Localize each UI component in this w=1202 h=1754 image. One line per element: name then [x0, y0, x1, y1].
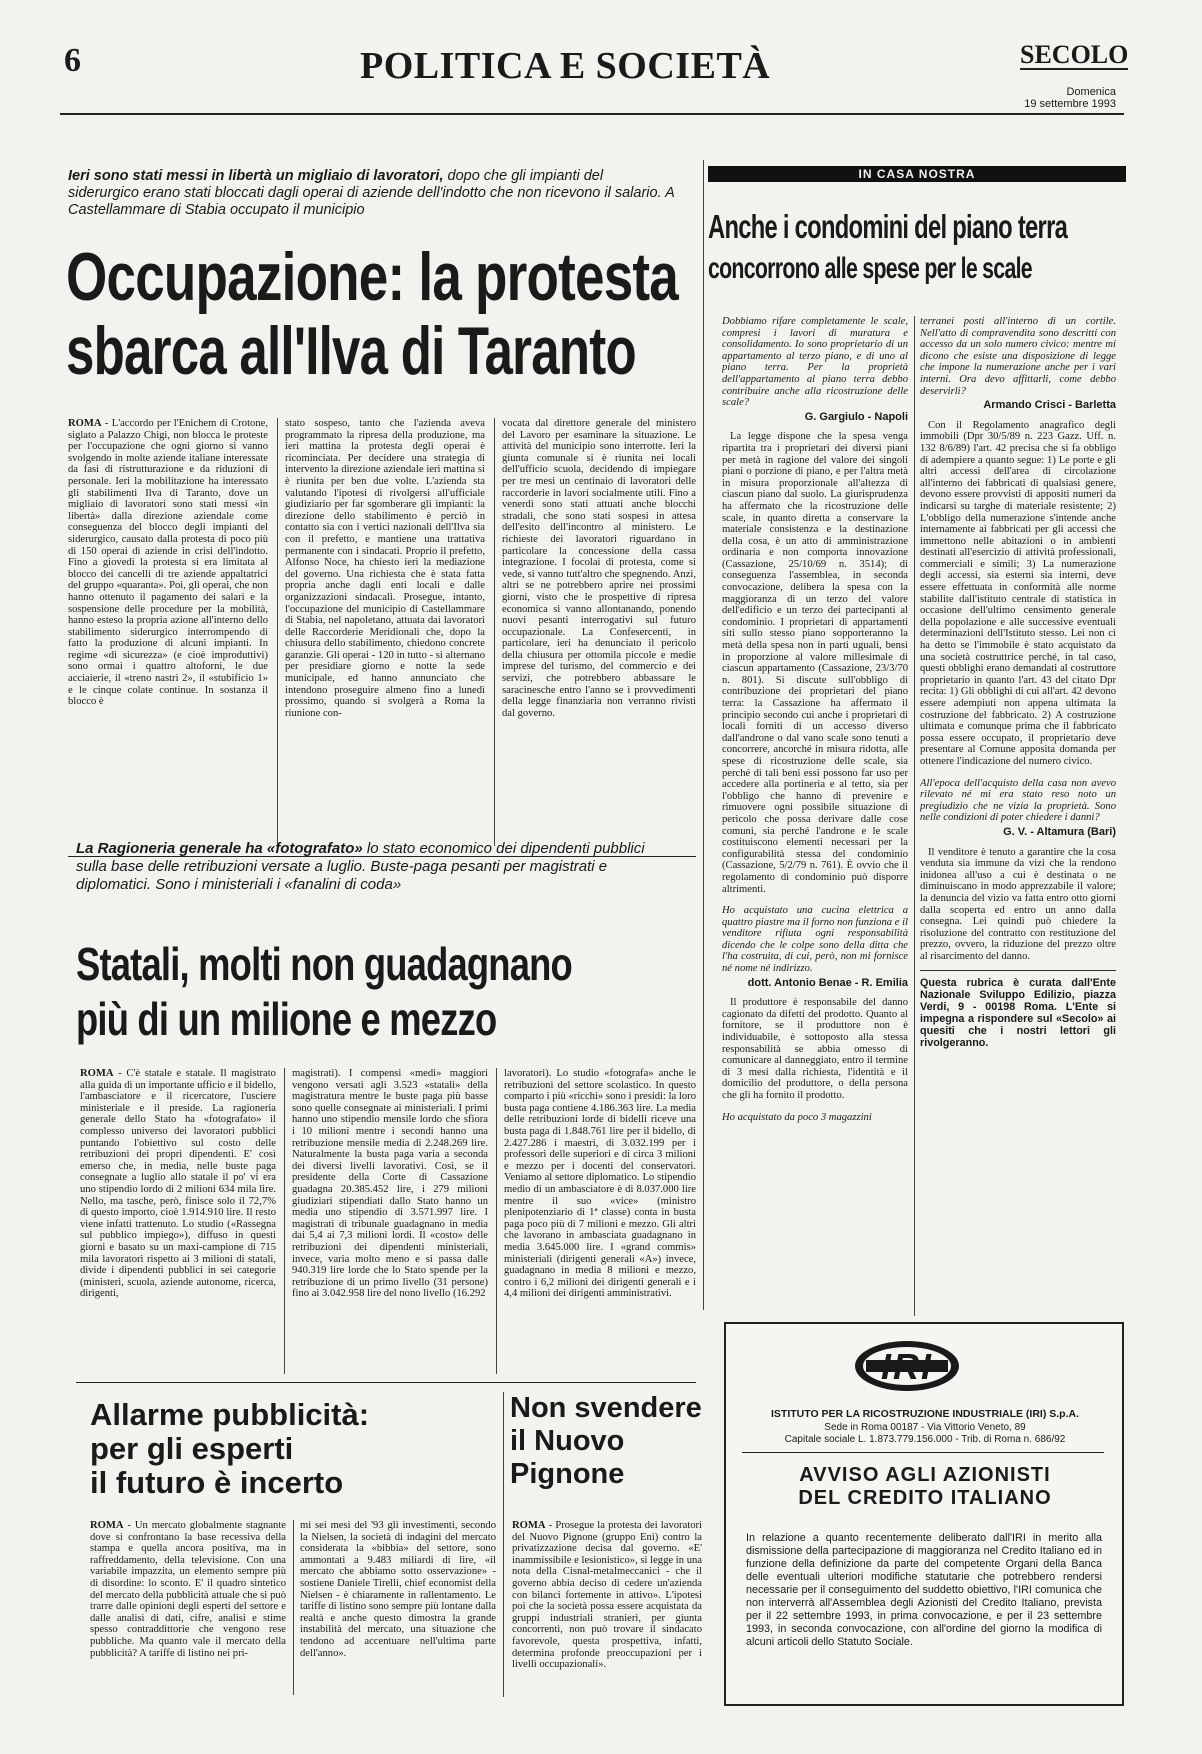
rubrica-signature-2: dott. Antonio Benae - R. Emilia	[747, 976, 908, 989]
lead-headline-line2: sbarca all'Ilva di Taranto	[66, 313, 636, 389]
pignone-col-1	[512, 1520, 702, 1695]
statali-dateline: ROMA	[80, 1068, 114, 1079]
column-divider-main	[703, 160, 704, 1310]
pignone-headline-line3: Pignone	[510, 1458, 625, 1490]
statali-col-2	[292, 1068, 488, 1374]
pubblicita-dateline: ROMA	[90, 1520, 124, 1531]
rubrica-signature-4: G. V. - Altamura (Bari)	[1003, 825, 1116, 838]
statali-kicker	[76, 840, 676, 894]
lead-col1-text: - L'accordo per l'Enichem di Crotone, siglato a Palazzo Chigi, non blocca le proteste per l'occupazione che ogni giorno si vanno svolgendo in molte aziende italiane interessate da fasi di ristrutturazione e da riduzioni di personale. Ieri la mobilitazione ha interessato gli stabilimenti Ilva di Taranto, dove un migliaio di lavoratori sono stati messi «in libertà» dalla direzione aziendale come conseguenza del blocco degli impianti del siderurgico, causato dalla protesta di poco più di 150 operai di aziende in crisi dell'indotto. Fino a giovedì la protesta si era limitata al blocco dei cancelli di tre aziende appaltatrici del gruppo «quaranta». Poi, gli operai, che non hanno ottenuto il pagamento dei salari e la sospensione delle procedure per la mobilità, hanno esteso la propria azione all'interno dello stabilimento siderurgico interrompendo di fatto la produzione di alcuni impianti. In regime «di sicurezza» (e cioè improduttivi) sono ormai i quattro altoforni, le due acciaierie, il «treno nastri 2», il «stubificio 1» e le cinque colate continue. In sostanza il blocco è	[68, 418, 268, 708]
pignone-headline-line1: Non svendere	[510, 1392, 702, 1424]
rubrica-answer-1: La legge dispone che la spesa venga ripartita tra i proprietari dei diversi piani per metà in ragione del valore dei singoli piani o porzione di piano, e per l'altra metà in misura proporzionale all'altezza di ciascun piano dal suolo. La giurisprudenza ha affermato che la ricostruzione delle scale, in quanto diretta a conservare la materiale consistenza e la destinazione della cosa, è un atto di amministrazione ordinaria e non comporta innovazione (Cassazione, 25/10/69 n. 3514); di conseguenza l'assemblea, in seconda convocazione, delibera la spesa con la maggioranza di un terzo del valore dell'edificio e un terzo dei partecipanti al condominio. I proprietari di appartamenti siti sullo stesso piano sopporteranno la metà della spesa non in parti uguali, bensì in proporzione al valore millesimale di ciascun appartamento (Cassazione, 23/3/70 n. 801). Si discute sull'obbligo di contribuzione dei proprietari del piano terra: la Cassazione ha affermato il principio secondo cui anche i proprietari di locali forniti di un accesso diverso dall'androne o dal vano scale sono tenuti a concorrere, ancorché in misura ridotta, alle spese di ricostruzione delle scale, sia perché di tali beni essi possono far uso per accedere alla portineria e al tetto, sia per l'obbligo che hanno di prevenire e rimuovere ogni possibile situazione di pericolo che possa derivare dalle cose comuni, sia perché l'androne e le scale costituiscono elementi necessari per la configurabilità stessa del condominio (Cassazione, 5/2/79 n. 761). È ovvio che il regolamento di condominio può disporre altrimenti.	[722, 431, 908, 895]
lead-col-2	[285, 418, 485, 846]
masthead-date: 19 settembre 1993	[1024, 98, 1116, 110]
statali-headline-line2: più di un milione e mezzo	[76, 993, 497, 1045]
statali-kicker-rest: lo stato economico dei dipendenti pubblici sulla base delle retribuzioni versate a luglio. Buste-paga pesanti per magistrati e diplomatici. Sono i ministeriali i «fanalini di coda»	[76, 840, 645, 893]
statali-col1-text: - C'è statale e statale. Il magistrato alla guida di un importante ufficio e il bidello, l'ambasciatore e il ricercatore, l'usciere ministeriale e il preside. La ragioneria generale dello Stato ha «fotografato» il complesso universo dei lavoratori pubblici puntando l'obiettivo sul costo delle retribuzioni dei propri dipendenti. E' così emerso che, in media, nelle buste paga consegnate a luglio allo statale il po' vi era uno stipendio lordo di 2 milioni 634 mila lire. Nello, ma tasche, però, finisce solo il 72,7% di questo importo, cioè 1.914.910 lire. Il resto viene infatti trattenuto. Lo studio («Rassegna sul pubblico impiego»), diffuso in questi giorni e basato su un maxi-campione di 715 mila lavoratori rispetto ai 3 milioni di statali, divide i dipendenti pubblici in sei categorie (ministeri, scuola, aziende autonome, ricerca, dirigenti,	[80, 1068, 276, 1300]
statali-bottom-rule	[76, 1382, 696, 1383]
pubblicita-headline	[90, 1398, 490, 1500]
pubblicita-col-2	[300, 1520, 496, 1695]
rubrica-signature-1: G. Gargiulo - Napoli	[804, 410, 908, 423]
lead-headline-line1: Occupazione: la protesta	[66, 239, 679, 315]
iri-notice-title-line2: DEL CREDITO ITALIANO	[798, 1487, 1052, 1509]
masthead-day: Domenica	[1066, 86, 1116, 98]
rubrica-footer-note: Questa rubrica è curata dall'Ente Nazionale Sviluppo Edilizio, piazza Verdi, 9 - 00198 Roma. L'Ente si impegna a rispondere sul «Secolo» ai quesiti che i nostri lettori gli rivolgeranno.	[920, 977, 1116, 1050]
page-number: 6	[64, 42, 81, 79]
rubrica-question-4: All'epoca dell'acquisto della casa non avevo rilevato né mi era stato reso noto un pregiudizio che ne vizia la proprietà. Sono nelle condizioni di poter chiedere i danni?	[920, 777, 1116, 824]
rubrica-label: IN CASA NOSTRA	[708, 166, 1126, 182]
lead-col3-text: vocata dal direttore generale del ministero del Lavoro per esaminare la situazione. Le attività del municipio sono interrotte. Ieri la giunta comunale si è riunita nei locali dell'ufficio scuola, decidendo di impiegare per tre mesi un centinaio di lavoratori delle raccorderie in lavori socialmente utili. Fino a venerdì sono stati attuati anche blocchi stradali, che sono stati sospesi in attesa dell'esito dell'incontro al ministero. Le richieste dei lavoratori riguardano in particolare la concessione della cassa integrazione. I focolai di protesta, come si vede, si vanno tutt'altro che spegnendo. Anzi, altri se ne potrebbero aprire nei prossimi giorni, visto che le prospettive di ripresa economica si vanno allontanando, ponendo nuovi pesanti interrogativi sul futuro occupazionale. La Confesercenti, in particolare, ieri ha denunciato il pericolo della chiusura per ottomila piccole e medie imprese del turismo, del commercio e dei servizi, che potrebbero abbassare le saracinesche entro l'anno se i provvedimenti della legge finanziaria non verranno rivisti dal governo.	[502, 418, 696, 719]
iri-ad	[724, 1322, 1124, 1706]
rubrica-question-2: Ho acquistato una cucina elettrica a quattro piastre ma il forno non funziona e il venditore rifiuta ogni responsabilità dicendo che le colpe sono della ditta che l'ha costruita, di cui, però, non mi fornisce né nome né indirizzo.	[722, 905, 908, 975]
lead-kicker-rest: dopo che gli impianti del siderurgico erano stati bloccati dagli operai di aziende dell'indotto che non ricevono il salario. A Castellammare di Stabia occupato il municipio	[68, 168, 675, 218]
rubrica-question-3-start: Ho acquistato da poco 3 magazzini	[722, 1111, 872, 1123]
pignone-headline	[510, 1392, 710, 1491]
rubrica-answer-4: Il venditore è tenuto a garantire che la cosa venduta sia immune da vizi che la rendono inidonea all'uso a cui è destinata o ne diminuiscano in modo apprezzabile il valore; la denuncia del vizio va fatta entro otto giorni dalla scoperta ed entro un anno dalla consegna. Lei quindi può chiedere la risoluzione del contratto con restituzione del prezzo, ovvero, la riduzione del prezzo oltre al risarcimento del danno.	[920, 846, 1116, 962]
pubblicita-headline-line3: il futuro è incerto	[90, 1465, 344, 1500]
rubrica-question-1: Dobbiamo rifare completamente le scale, compresi i lavori di muratura e consolidamento. Io sono proprietario di un appartamento al terzo piano, e di uno al piano terra. Per la proprietà dell'appartamento al piano terra debbo contribuire anche alla ricostruzione delle scale?	[722, 316, 908, 409]
statali-col-1	[80, 1068, 276, 1374]
lead-kicker	[68, 168, 678, 219]
pubblicita-headline-line1: Allarme pubblicità:	[90, 1397, 370, 1432]
iri-notice-title	[742, 1464, 1108, 1510]
lead-kicker-bold: Ieri sono stati messi in libertà un migliaio di lavoratori,	[68, 168, 444, 184]
masthead-title: SECOLO	[1020, 40, 1129, 69]
statali-kicker-bold: La Ragioneria generale ha «fotografato»	[76, 840, 363, 857]
pubblicita-headline-line2: per gli esperti	[90, 1431, 294, 1466]
pubblicita-col-1	[90, 1520, 286, 1695]
statali-headline-line1: Statali, molti non guadagnano	[76, 938, 572, 990]
rubrica-signature-3: Armando Crisci - Barletta	[983, 399, 1116, 412]
pignone-col1-text: - Prosegue la protesta dei lavoratori del Nuovo Pignone (gruppo Eni) contro la privatizzazione decisa dal governo. «E' inammissibile e lesionistico», si legge in una nota della Cisnal-metalmeccanici - che il governo abbia deciso di cedere un'azienda con bilanci fortemente in attivo». L'ipotesi poi che la società possa essere acquistata da gruppi industriali stranieri, per giunta concorrenti, non può trovare il sindacato favorevole, questa prospettiva, infatti, determina profonde preoccupazioni per i livelli occupazionali».	[512, 1520, 702, 1671]
lead-col-1	[68, 418, 268, 846]
iri-address: Sede in Roma 00187 - Via Vittorio Veneto, 89	[824, 1422, 1026, 1433]
statali-col3-text: lavoratori). Lo studio «fotografa» anche le retribuzioni del settore scolastico. In questo comparto i più «ricchi» sono i presidi: la loro busta paga contiene 4.186.363 lire. La media delle retribuzioni lorde di bidelli riceve una busta paga di 1.848.761 lire per il bidello, di 2.427.286 i maestri, di 3.032.199 per i professori delle superiori e di circa 3 milioni e mezzo per i docenti del conservatori. Veniamo al settore diplomatico. Lo stipendio medio di un ambasciatore è di 8.037.000 lire mentre il suo «vice» (ministro plenipotenziario di 1ª classe) conta in busta paga poco più di 7 milioni e mezzo. Gli altri che lavorano in ambasciata guadagnano in media 3.645.000 lire. I «grand commis» ministeriali (dirigenti generali «A») invece, guadagnano in media 8 milioni e mezzo, contro i 6,2 milioni dei dirigenti generali e i 4,4 milioni dei dirigenti amministrativi.	[504, 1068, 696, 1300]
pubblicita-col2-text: mi sei mesi del '93 gli investimenti, secondo la Nielsen, la società di indagini del mercato considerata la «bibbia» del settore, sono ammontati a 9.483 miliardi di lire, «il mercato che abbiamo sotto osservazione» - sostiene Daniele Tirelli, chief economist della Nielsen - è chiaramente in rallentamento. Le tariffe di listino sono sempre più lontane dalla realtà e anche questo dimostra la grande instabilità del mercato, una situazione che tendono ad accentuare nell'ultima parte dell'anno».	[300, 1520, 496, 1659]
pubblicita-col1-text: - Un mercato globalmente stagnante dove si confrontano la base recessiva della stampa e quella ancora positiva, ma in raffreddamento, della televisione. Con una variabile impazzita, un elemento sempre più di disordine: lo sconto. E' il quadro sintetico del mercato della pubblicità attuale che si può trarre dalle opinioni degli esperti del settore e dalle analisi di dati, cifre, analisi e stime spesso contraddittorie che vengono rese pubbliche. Ma quanto vale il mercato della pubblicità? A tariffe di listino nei pri-	[90, 1520, 286, 1659]
statali-col-3	[504, 1068, 696, 1374]
statali-col2-text: magistrati). I compensi «medi» maggiori vengono versati agli 3.523 «statali» della magistratura mentre le buste paga più basse sono quelle consegnate ai ministeriali. I primi hanno uno stipendio mensile lordo che sfiora i 10 milioni mentre i secondi hanno una retribuzione mensile media di 2.248.269 lire. Naturalmente la busta paga varia a seconda dei diversi livelli lavorativi. Così, se il presidente della Corte di Cassazione guadagna 20.385.452 lire, i 279 milioni giudiziari stipendiati dallo Stato hanno un media uno stipendio di 3.571.997 lire. I magistrati di tribunale guadagnano in media dai 5,4 ai 7,3 milioni lordi. Il «costo» delle retribuzioni dei dipendenti ministeriali, invece, varia molto meno e si passa dalle 940.319 lire lorde che lo Stato spende per la retribuzione di un primo livello (31 persone) fino ai 3.042.958 lire del nono livello (16.292	[292, 1068, 488, 1300]
header-rule	[60, 113, 1124, 115]
rubrica-answer-3: Con il Regolamento anagrafico degli immobili (Dpr 30/5/89 n. 223 Gazz. Uff. n. 132 8/6/89) l'art. 42 precisa che si fa obbligo di adempiere a quanto segue: 1) Le porte e gli altri accessi dell'area di circolazione all'interno dei fabbricati di qualsiasi genere, devono essere provvisti di appositi numeri da indicarsi su targhe di materiale resistente; 2) L'obbligo della numerazione s'intende anche internamente ai fabbricati per gli accessi che immettono nelle abitazioni o in ambienti destinati all'esercizio di attività professionali, commerciali e simili; 3) La numerazione degli accessi, sia esterni sia interni, deve essere effettuata in conformità alle norme stabilite dall'istituto centrale di statistica in occasione dell'ultimo censimento generale della popolazione e alle successive eventuali determinazioni dell'Istituto stesso. Lei non ci ha detto se l'immobile è stato acquistato da una società costruttrice perché, in tal caso, questi obblighi erano demandati al costruttore proprietario in quanto l'art. 43 del citato Dpr recita: 1) Gli obblighi di cui all'art. 42 devono essere adempiuti non appena ultimata la costruzione del fabbricato. 2) A costruzione ultimata e comunque prima che il fabbricato possa essere occupato, il proprietario deve presentare al Comune apposita domanda per ottenere l'indicazione del numero civico.	[920, 419, 1116, 767]
iri-notice-title-line1: AVVISO AGLI AZIONISTI	[799, 1464, 1051, 1486]
rubrica-question-3-cont: terranei posti all'interno di un cortile. Nell'atto di compravendita sono descritti con accesso da un solo numero civico: mentre mi dicono che esiste una disposizione di legge che impone la numerazione anche per i vari interni. Ora devo affittarli, come debbo deservirli?	[920, 316, 1116, 397]
rubrica-headline-line2: concorrono alle spese per le scale	[708, 252, 1032, 285]
lead-col2-text: stato sospeso, tanto che l'azienda aveva programmato la ripresa della produzione, ma ieri mattina la protesta degli operai è ricominciata. Per decidere una strategia di intervento la direzione aziendale ieri mattina si è riunita per ben due volte. L'azienda sta valutando l'ipotesi di rivolgersi all'ufficiale giudiziario per far sgomberare gli impianti: la direzione dello stabilimento è perciò in contatto sia con i vertici nazionali dell'Ilva sia con il prefetto, e mantiene una trattativa permanente con i sindacati. Proprio il prefetto, Alfonso Noce, ha chiesto ieri la mediazione del governo. Una richiesta che è stata fatta propria anche dagli enti locali e dalle organizzazioni sindacali. Prosegue, intanto, l'occupazione del municipio di Castellammare di Stabia, nel napoletano, attuata dai lavoratori delle Raccorderie Meridionali che, dopo la chiusura dello stabilimento, chiedono concrete garanzie. Gli operai - 120 in tutto - si alternano per presidiare giorno e notte la sede municipale, ed hanno annunciato che intendono proseguire almeno fino a lunedì prossimo, quando si svolgerà a Roma la riunione con-	[285, 418, 485, 719]
section-title: POLITICA E SOCIETÀ	[360, 45, 771, 87]
rubrica-headline-line1: Anche i condomini del piano terra	[708, 208, 1068, 245]
masthead-logo	[1020, 40, 1129, 70]
pignone-dateline: ROMA	[512, 1520, 546, 1531]
rubrica-col-1	[722, 316, 908, 1316]
iri-logo-text: IRI	[880, 1346, 933, 1387]
rubrica-answer-2: Il produttore è responsabile del danno cagionato da difetti del prodotto. Quanto al fornitore, se il produttore non è individuabile, è sottoposto alla stessa responsabilità se abbia omesso di comunicare al danneggiato, entro il termine di 3 mesi dalla richiesta, l'identità e il domicilio del produttore, o della persona che gli ha fornito il prodotto.	[722, 997, 908, 1101]
iri-institute: ISTITUTO PER LA RICOSTRUZIONE INDUSTRIALE (IRI) S.p.A.	[770, 1408, 1079, 1420]
pignone-headline-line2: il Nuovo	[510, 1425, 625, 1457]
iri-capital: Capitale sociale L. 1.873.779.156.000 - Trib. di Roma n. 686/92	[784, 1434, 1066, 1445]
iri-notice-body: In relazione a quanto recentemente deliberato dall'IRI in merito alla dismissione della partecipazione di maggioranza nel Credito Italiano ed in funzione della definizione da parte del competente Organi della Banca delle eventuali ulteriori modifiche statutarie che potrebbero rendersi necessarie per il conseguimento del suddetto obiettivo, l'IRI comunica che non interverrà all'Assemblea degli Azionisti del Credito Italiano, prevista per il 22 settembre 1993, in prima convocazione, e per il 23 settembre 1993, in seconda convocazione, con all'ordine del giorno la modifica di alcuni articoli dello Statuto Sociale.	[746, 1532, 1102, 1648]
lead-dateline: ROMA	[68, 418, 102, 429]
lead-col-3	[502, 418, 696, 846]
rubrica-col-2	[920, 316, 1116, 1316]
iri-logo	[852, 1338, 962, 1394]
